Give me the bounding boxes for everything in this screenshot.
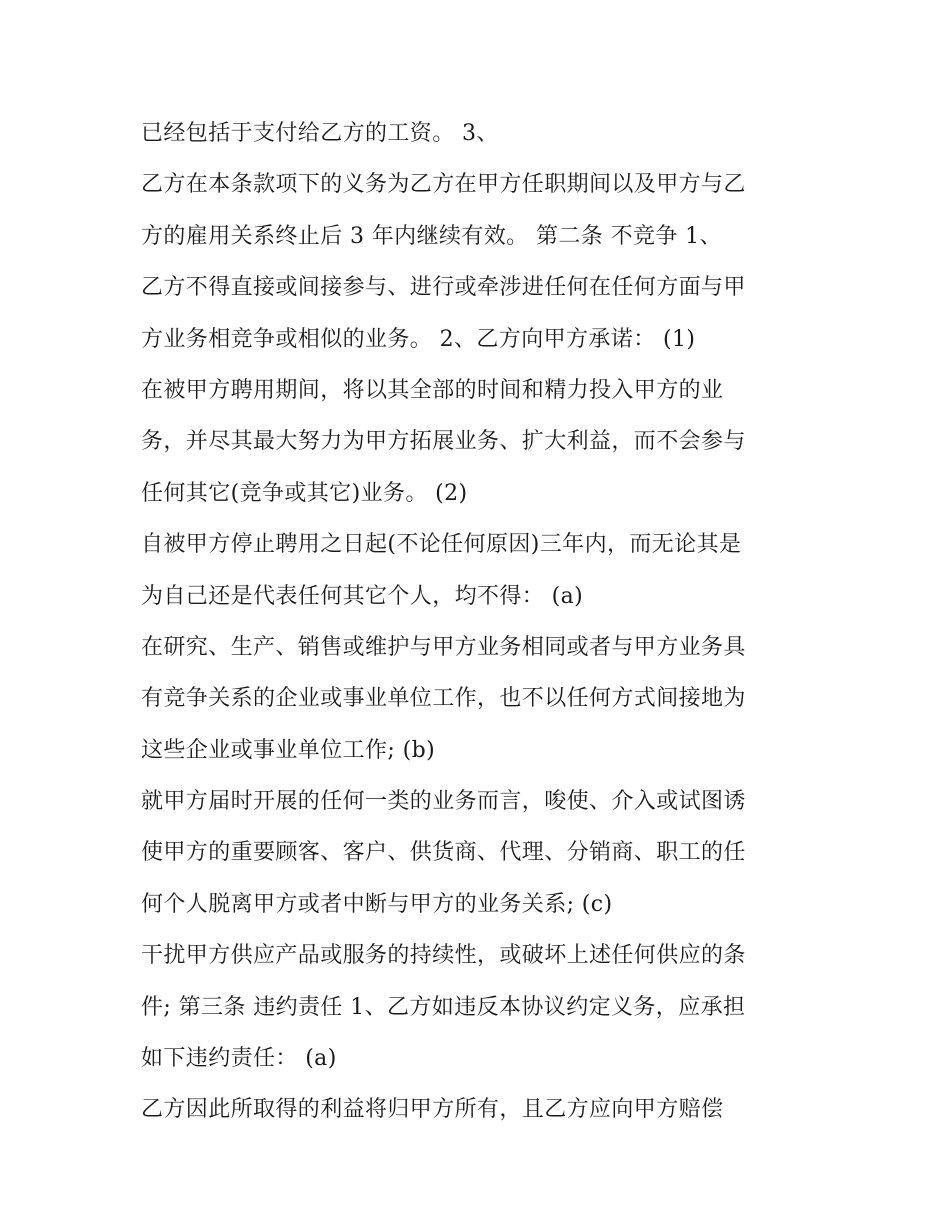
text-line: 乙方在本条款项下的义务为乙方在甲方任职期间以及甲方与乙 [141,172,746,198]
text-line: 何个人脱离甲方或者中断与甲方的业务关系; (c) [141,891,613,917]
text-line: 件; 第三条 违约责任 1、乙方如违反本协议约定义务，应承担 [141,994,746,1020]
text-line: 有竞争关系的企业或事业单位工作，也不以任何方式间接地为 [141,686,746,712]
document-body [141,108,821,1136]
text-line: 自被甲方停止聘用之日起(不论任何原因)三年内，而无论其是 [141,532,742,558]
text-line: 如下违约责任： (a) [141,1046,337,1072]
text-line: 就甲方届时开展的任何一类的业务而言，唆使、介入或试图诱 [141,789,746,815]
text-line: 乙方因此所取得的利益将归甲方所有，且乙方应向甲方赔偿 [141,1097,724,1123]
text-line: 干扰甲方供应产品或服务的持续性，或破坏上述任何供应的条 [141,943,746,969]
text-line: 任何其它(竞争或其它)业务。 (2) [141,480,468,506]
text-line: 在被甲方聘用期间，将以其全部的时间和精力投入甲方的业 [141,377,724,403]
text-line: 已经包括于支付给乙方的工资。 3、 [141,121,499,146]
text-line: 使甲方的重要顾客、客户、供货商、代理、分销商、职工的任 [141,840,746,866]
text-line: 方业务相竞争或相似的业务。 2、乙方向甲方承诺： (1) [141,326,696,352]
text-line: 方的雇用关系终止后 3 年内继续有效。 第二条 不竞争 1、 [141,223,722,249]
text-line: 乙方不得直接或间接参与、进行或牵涉进任何在任何方面与甲 [141,275,746,301]
text-line: 务，并尽其最大努力为甲方拓展业务、扩大利益，而不会参与 [141,429,746,455]
text-line: 为自己还是代表任何其它个人，均不得： (a) [141,583,584,609]
text-line: 这些企业或事业单位工作; (b) [141,737,436,763]
text-line: 在研究、生产、销售或维护与甲方业务相同或者与甲方业务具 [141,634,746,660]
